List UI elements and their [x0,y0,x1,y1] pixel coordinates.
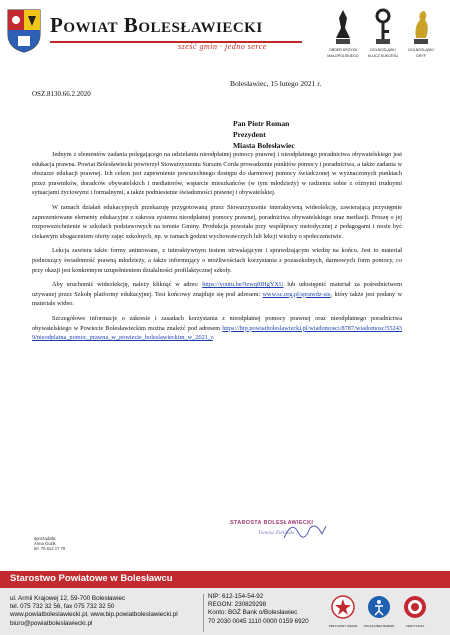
paragraph-info-link: Szczegółowe informacje o zakresie i zasadach korzystania z nieodpłatnej pomocy prawnej oraz nieodpłatnego poradnictwa obywatelskiego w Powiecie Bolesławieckim można znaleźć pod adresem https://bip.powiatboleslawiecki.pl/wiadomosci/8787/wiadomosc/552439/nieodplatna_pomoc_prawna_w_powiecie_boleslawieckim_w_2021_r. [32,314,402,342]
footer-address: ul. Armii Krajowej 12, 59-700 Bolesławiec [10,595,126,602]
footer-title: Starostwo Powiatowe w Bolesławcu [10,573,173,584]
award-order [323,8,363,68]
paragraph: Lekcja zawiera także formy animowane, z interaktywnym testem utrwalającym i sprawdzającym wiedzę na końcu. Jest to materiał podnoszący świadomość prawną młodzieży, a także informujący o możliwościach korzystania z pozaszkolnych, darmowych form pomocy, co przy okazji jest konkretnym uzupełnieniem działalności profilaktycznej szkoły. [32,247,402,274]
stamp-title: STAROSTA BOLESŁAWIECKI [230,520,314,526]
prepared-by: sporządziła: Anna Guzik tel. 75 612 17 70 [34,536,66,551]
griffin-award-icon [410,8,432,46]
footer-nip: NIP: 612-154-54-92 [208,593,264,600]
letter-date: Bolesławiec, 15 lutego 2021 r. [230,79,322,88]
order-award-icon [332,8,354,46]
footer-websites[interactable]: www.powiatboleslawiecki.pl, www.bip.powiatboleslawiecki.pl [10,611,178,619]
award-caption: DOLNOŚLĄSKI [408,48,434,52]
handwritten-signature [280,518,330,549]
award-gryf [401,8,441,68]
addressee-institution: Miasta Bolesławiec [233,141,295,150]
award-caption: GRYF [416,54,426,58]
footer-divider [203,594,204,632]
footer-registry [208,593,309,626]
award-caption: MAŁOPOLSKIEGO [327,54,359,58]
footer-email[interactable]: biuro@powiatboleslawiecki.pl [10,619,93,627]
stamp-name: Tomasz Zieliński [258,530,295,536]
letter-body [32,150,402,348]
footer-account: 70 2030 0045 1110 0000 0159 6920 [208,617,309,625]
award-caption: ORDER KRZYŻA [328,48,358,52]
star-badge-icon [326,594,360,620]
footer-phone: tel. 075 732 32 56, fax 075 732 32 50 [10,603,115,611]
header-title: Powiat Bolesławiecki [50,13,263,37]
award-caption: DOLNOŚLĄSKI [370,48,396,52]
addressee-title: Prezydent [233,130,266,139]
video-link[interactable]: https://youtu.be/9zwqI0HgYXU [202,281,284,289]
accessibility-icon [362,594,396,620]
addressee-name: Pan Piotr Roman [233,119,290,128]
paragraph: Jednym z elementów zadania polegającego na udzielaniu nieodpłatnej pomocy prawnej i nieodpłatnego poradnictwa obywatelskiego jest edukacja prawna. Powiat Bolesławiecki powierzył Stowarzyszeniu Sursum Corda prowadzenie punktów pomocy i poradnictwa, a także zadania w obszarze edukacji prawnej. Ich celem jest zapewnienie powszechnego dostępu do darmowej pomocy świadczonej w wyznaczonych punktach przez prawników, doradców obywatelskich i mediatorów, wsparcie mieszkańców (w tym młodzieży) w radzeniu sobie z różnymi trudnymi sytuacjami życiowymi i formalnymi, a także podniesienie świadomości prawnej i obywatelskiej. [32,151,402,197]
friendly-office-logo: PRZYJAZNY URZĄD [326,594,360,630]
header-tagline: sześć gmin · jedno serce [178,42,267,51]
paragraph: W ramach działań edukacyjnych przekazuję przygotowaną przez Stowarzyszenie interaktywną wideolekcję, zawierającą przystępnie zaprezentowane elementy edukacyjne z zakresu systemu nieodpłatnej pomocy prawnej, poradnictwa obywatelskiego oraz mediacji. Proszę o jej rozpowszechnienie w szkołach podstawowych na terenie Gminy. Produkcja powstała przy współpracy metodycznej z pedagogami i może być ciekawym ubogaceniem oferty zajęć szkolnych, np. w ramach godzin wychowawczych lub lekcji wiedzy o społeczeństwie. [32,203,402,240]
addressee-block [233,118,295,151]
reference-number: OSZ.8130.66.2.2020 [32,90,91,98]
certificate-icon [398,594,432,620]
no-barriers-logo: POLSKA BEZ BARIER [362,594,396,630]
award-klucz [363,8,403,68]
bip-link[interactable]: https://bip.powiatboleslawiecki.pl/wiadomosci/8787/wiadomosc/552439/nieodplatna_pomoc_prawna_w_powiecie_boleslawieckim_w_2021_r [32,324,402,342]
award-caption: KLUCZ SUKCESU [367,54,399,58]
test-link[interactable]: www.sc.org.pl/sprawdz-sie [262,290,331,298]
footer-regon: REGON: 230829298 [208,601,267,609]
coat-of-arms-icon [6,8,42,54]
paragraph-video-link: Aby uruchomić wideolekcję, należy kliknąć w adres: https://youtu.be/9zwqI0HgYXU lub udostępnić materiał za pośrednictwem używanej przez Szkołę platformy edukacyjnej. Test końcowy znajduje się pod adresem: www.sc.org.pl/sprawdz-sie, który także jest podany w materiale wideo. [32,281,403,308]
key-award-icon [372,8,394,46]
certificate-logo: CERTYFIKAT [398,594,432,630]
footer-bank: Konto: BGŻ Bank o/Bolesławiec [208,609,298,617]
footer-contact [10,595,178,628]
